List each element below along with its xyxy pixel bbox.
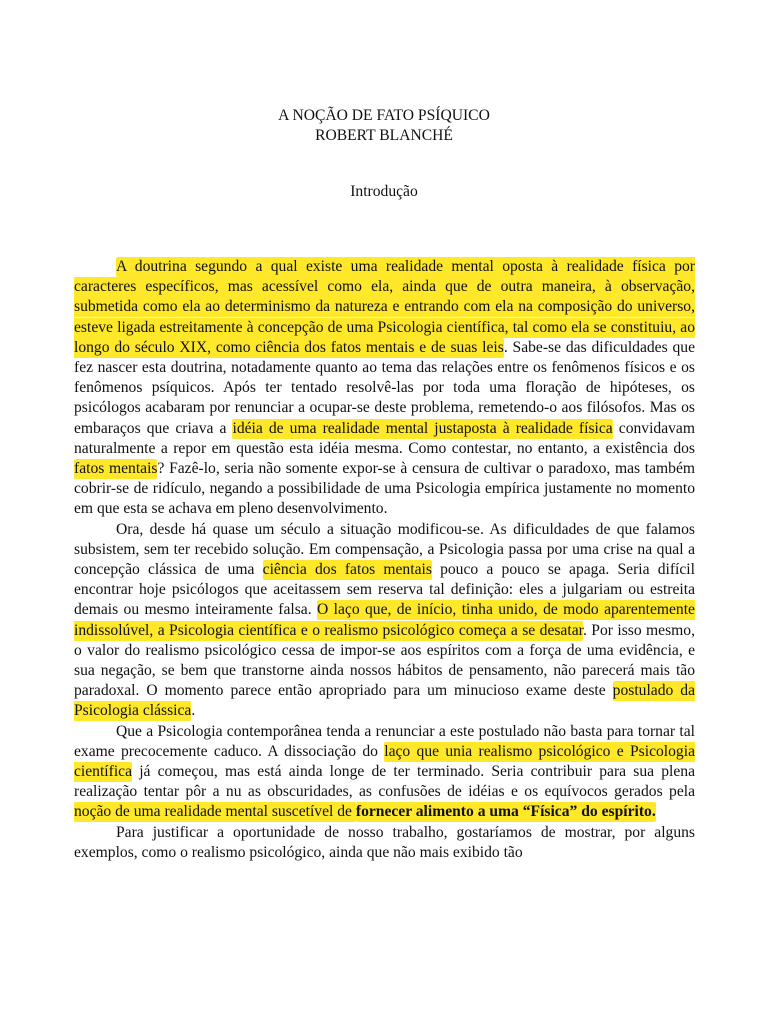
highlighted-passage: postulado da Psicologia clássica: [74, 682, 695, 720]
text-run: Ora, desde há quase um século a situação modificou-se. As dificuldades de que falamos subsistem, sem ter recebido solução. Em compensação, a Psicologia passa por uma crise na qual a concepção clássica de uma: [74, 520, 695, 579]
highlighted-passage: laço que unia realismo psicológico e Psicologia científica: [74, 742, 695, 781]
text-run: .: [191, 702, 196, 720]
highlighted-passage: idéia de uma realidade mental justaposta à realidade física: [232, 419, 613, 437]
body-text: [74, 257, 695, 863]
highlighted-passage: ciência dos fatos mentais: [262, 561, 432, 579]
paragraph: [74, 257, 695, 520]
highlighted-passage-bold: fornecer alimento a uma “Física” do espírito.: [355, 803, 656, 821]
highlighted-passage: O laço que, de início, tinha unido, de modo aparentemente indissolúvel, a Psicologia científica e o realismo psicológico começa a se desatar: [74, 601, 695, 639]
text-run: . Por isso mesmo, o valor do realismo psicológico cessa de impor-se aos espíritos com a força de uma evidência, e sua negação, se bem que transtorne ainda nossos hábitos de pensamento, não parecerá mais tão paradoxal. O momento parece então apropriado para um minucioso exame deste: [74, 621, 695, 700]
text-run: Que a Psicologia contemporânea tenda a renunciar a este postulado não basta para tornar tal exame precocemente caduco. A dissociação do: [74, 722, 695, 760]
text-run: Para justificar a oportunidade de nosso trabalho, gostaríamos de mostrar, por alguns exemplos, como o realismo psicológico, ainda que não mais exibido tão: [74, 823, 695, 861]
text-run: pouco a pouco se apaga. Seria difícil encontrar hoje psicólogos que aceitassem sem reserva tal definição: eles a julgariam ou estreita demais ou mesmo inteiramente falsa.: [74, 561, 695, 619]
paragraph: [74, 520, 695, 722]
text-run: . Sabe-se das dificuldades que fez nascer esta doutrina, notadamente quanto ao tema das relações entre os fenômenos físicos e os fenômenos psíquicos. Após ter tentado resolvê-las por toda uma floração de hipóteses, os psicólogos acabaram por renunciar a ocupar-se deste problema, remetendo-o aos filósofos. Mas os embaraços que criava a: [74, 338, 696, 437]
document-title: A NOÇÃO DE FATO PSÍQUICO: [278, 107, 490, 124]
section-heading: Introdução: [350, 183, 418, 200]
text-run: ? Fazê-lo, seria não somente expor-se à censura de cultivar o paradoxo, mas também cobrir-se de ridículo, negando a possibilidade de uma Psicologia empírica justamente no momento em que esta se achava em pleno desenvolvimento.: [74, 460, 695, 518]
author-name: ROBERT BLANCHÉ: [315, 127, 453, 144]
highlighted-passage: noção de uma realidade mental suscetível de: [74, 803, 356, 821]
text-run: já começou, mas está ainda longe de ter terminado. Seria contribuir para sua plena realização tentar pôr a nu as obscuridades, as confusões de idéias e os equívocos gerados pela: [74, 763, 695, 801]
paragraph: [74, 722, 695, 823]
text-run: convidavam naturalmente a repor em questão esta idéia mesma. Como contestar, no entanto, a existência dos: [74, 419, 695, 457]
highlighted-passage: fatos mentais: [74, 460, 158, 478]
highlighted-passage: A doutrina segundo a qual existe uma realidade mental oposta à realidade física por caracteres específicos, mas acessível como ela, ainda que de outra maneira, à observação, submetida como ela ao determinismo da natureza e entrando com ela na composição do universo, esteve ligada estreitamente à concepção de uma Psicologia científica, tal como ela se constituiu, ao longo do século XIX, como ciência dos fatos mentais e de suas leis: [74, 258, 695, 356]
paragraph: [74, 823, 695, 863]
